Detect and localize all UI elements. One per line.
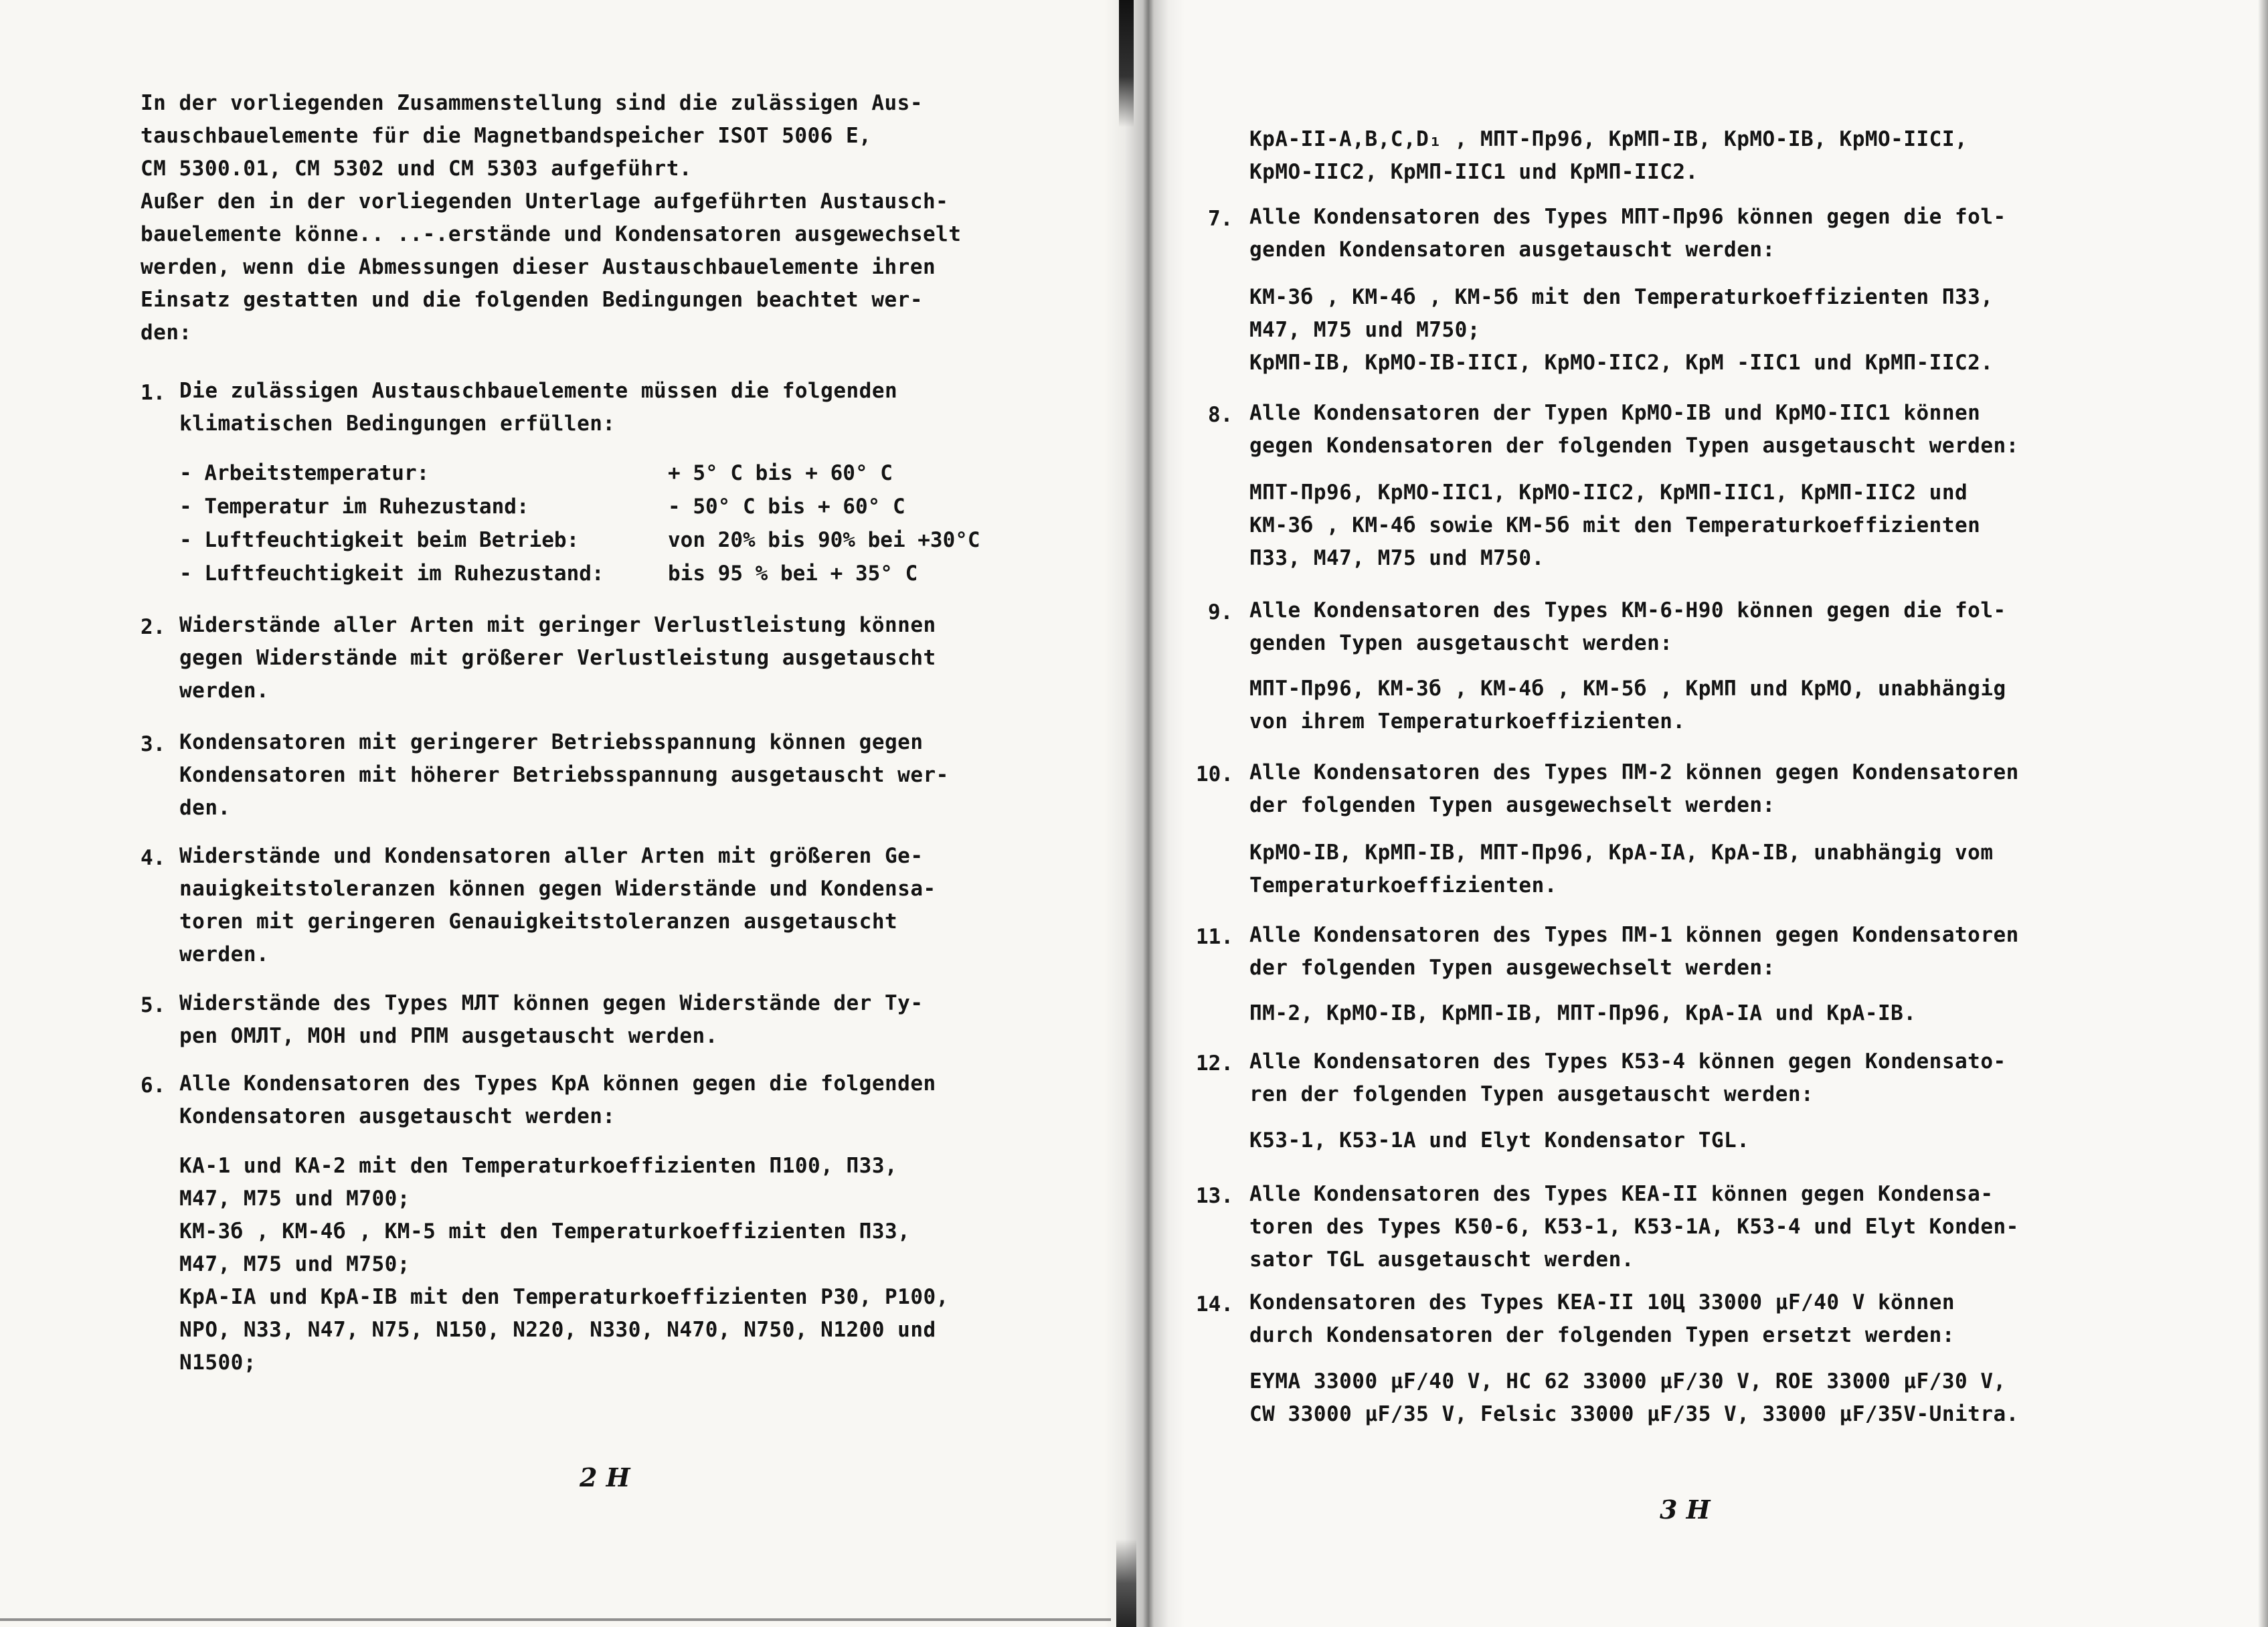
item-10-text-line: Alle Kondensatoren des Types ПM-2 können gegen Kondensatoren xyxy=(1249,760,2019,784)
climate-condition-row xyxy=(179,558,918,590)
item-12-detail xyxy=(1249,1124,1749,1157)
item-6-continuation xyxy=(1249,123,1968,189)
item-7-detail xyxy=(1249,281,1994,379)
item-6-detail-line: M47, M75 und M700; xyxy=(179,1187,410,1211)
gutter-dark-bottom xyxy=(1116,1539,1136,1627)
item-number: 11. xyxy=(1196,925,1233,949)
item-1-text-line: Die zulässigen Austauschbauelemente müssen die folgenden xyxy=(179,379,898,403)
item-12-text-line: ren der folgenden Typen ausgetauscht werden: xyxy=(1249,1082,1814,1106)
item-6-detail-line: KpA-IA und KpA-IB mit den Temperaturkoeffizienten P30, P100, xyxy=(179,1285,949,1309)
item-10-text xyxy=(1249,756,2019,822)
item-11-detail-line: ПM-2, KpMO-IB, KpMП-IB, MПT-Пp96, KpA-IA und KpA-IB. xyxy=(1249,1001,1917,1025)
item-6-detail xyxy=(179,1150,949,1379)
condition-value: bis 95 % bei + 35° C xyxy=(668,562,918,586)
item-9-text-line: genden Typen ausgetauscht werden: xyxy=(1249,631,1673,655)
item-12-text xyxy=(1249,1045,2006,1111)
item-3-text-line: Kondensatoren mit höherer Betriebsspannung ausgetauscht wer- xyxy=(179,763,949,787)
item-1-text xyxy=(179,375,897,440)
item-number: 9. xyxy=(1208,600,1233,624)
book-gutter-shadow xyxy=(1104,0,1185,1627)
page-number: 2 H xyxy=(580,1462,630,1492)
page-number: 3 H xyxy=(1660,1494,1711,1525)
item-number: 8. xyxy=(1208,403,1233,427)
item-6-detail-line: KM-3б , KM-4б , KM-5 mit den Temperaturkoeffizienten П33, xyxy=(179,1219,911,1244)
condition-label: - Luftfeuchtigkeit im Ruhezustand: xyxy=(179,562,604,586)
item-2-text-line: Widerstände aller Arten mit geringer Verlustleistung können xyxy=(179,613,936,637)
item-4-text-line: Widerstände und Kondensatoren aller Arten mit größeren Ge- xyxy=(179,844,924,868)
intro-paragraph-line: In der vorliegenden Zusammenstellung sind die zulässigen Aus- xyxy=(141,91,923,115)
item-5-text-line: Widerstände des Types MЛT können gegen Widerstände der Ty- xyxy=(179,991,924,1015)
item-number: 7. xyxy=(1208,207,1233,231)
condition-label: - Temperatur im Ruhezustand: xyxy=(179,495,529,519)
item-13-text-line: sator TGL ausgetauscht werden. xyxy=(1249,1248,1634,1272)
item-13-text-line: Alle Kondensatoren des Types KEA-II können gegen Kondensa- xyxy=(1249,1182,1994,1206)
climate-condition-row xyxy=(179,457,893,490)
item-number: 4. xyxy=(141,846,166,870)
item-number: 12. xyxy=(1196,1051,1233,1076)
item-7-text xyxy=(1249,201,2006,266)
item-6-text-line: Kondensatoren ausgetauscht werden: xyxy=(179,1104,616,1128)
right-edge-shadow xyxy=(2258,0,2268,1627)
item-9-detail xyxy=(1249,673,2006,738)
item-9-detail-line: MПT-Пp96, KM-3б , KM-4б , KM-5б , KpMП und KpMO, unabhängig xyxy=(1249,677,2006,701)
item-5-text xyxy=(179,987,924,1053)
item-9-text-line: Alle Kondensatoren des Types KM-6-H90 können gegen die fol- xyxy=(1249,598,2006,622)
intro-paragraph-line: Einsatz gestatten und die folgenden Bedingungen beachtet wer- xyxy=(141,288,923,312)
condition-value: von 20% bis 90% bei +30°C xyxy=(668,528,980,552)
item-7-text-line: Alle Kondensatoren des Types MПT-Пp96 können gegen die fol- xyxy=(1249,205,2006,229)
climate-condition-row xyxy=(179,524,980,557)
item-number: 10. xyxy=(1196,762,1233,786)
item-3-text-line: Kondensatoren mit geringerer Betriebsspannung können gegen xyxy=(179,730,924,754)
item-number: 5. xyxy=(141,993,166,1017)
item-1-text-line: klimatischen Bedingungen erfüllen: xyxy=(179,412,616,436)
item-6-detail-line: M47, M75 und M750; xyxy=(179,1252,410,1276)
item-14-text-line: durch Kondensatoren der folgenden Typen ersetzt werden: xyxy=(1249,1323,1955,1347)
item-13-text-line: toren des Types K50-6, K53-1, K53-1A, K53-4 und Elyt Konden- xyxy=(1249,1215,2019,1239)
item-6-continuation-line: KpMO-IIC2, KpMП-IIC1 und KpMП-IIC2. xyxy=(1249,160,1698,184)
condition-label: - Arbeitstemperatur: xyxy=(179,461,430,485)
item-8-detail-line: П33, M47, M75 und M750. xyxy=(1249,546,1545,570)
item-14-text-line: Kondensatoren des Types KEA-II 10Ц 33000 µF/40 V können xyxy=(1249,1290,1955,1314)
item-6-text xyxy=(179,1067,936,1133)
item-6-continuation-line: KpA-II-A,B,C,D₁ , MПT-Пp96, KpMП-IB, KpMO-IB, KpMO-IICI, xyxy=(1249,127,1968,151)
item-4-text-line: nauigkeitstoleranzen können gegen Widerstände und Kondensa- xyxy=(179,877,936,901)
item-number: 1. xyxy=(141,381,166,405)
item-11-text-line: Alle Kondensatoren des Types ПM-1 können gegen Kondensatoren xyxy=(1249,923,2019,947)
item-number: 3. xyxy=(141,732,166,756)
item-6-text-line: Alle Kondensatoren des Types KpA können gegen die folgenden xyxy=(179,1072,936,1096)
intro-paragraph-line: Außer den in der vorliegenden Unterlage aufgeführten Austausch- xyxy=(141,189,949,213)
condition-value: - 50° C bis + 60° C xyxy=(668,495,905,519)
item-14-detail-line: EYMA 33000 µF/40 V, HC 62 33000 µF/30 V, ROE 33000 µF/30 V, xyxy=(1249,1369,2006,1393)
item-number: 14. xyxy=(1196,1292,1233,1316)
item-8-text xyxy=(1249,397,2019,462)
item-11-detail xyxy=(1249,997,1917,1030)
item-14-detail-line: CW 33000 µF/35 V, Felsic 33000 µF/35 V, 33000 µF/35V-Unitra. xyxy=(1249,1402,2019,1426)
item-10-detail xyxy=(1249,837,1994,902)
item-6-detail-line: NPO, N33, N47, N75, N150, N220, N330, N470, N750, N1200 und xyxy=(179,1318,936,1342)
item-number: 6. xyxy=(141,1074,166,1098)
item-11-text-line: der folgenden Typen ausgewechselt werden: xyxy=(1249,956,1775,980)
item-8-text-line: Alle Kondensatoren der Typen KpMO-IB und KpMO-IIC1 können xyxy=(1249,401,1981,425)
item-2-text xyxy=(179,609,936,707)
intro-paragraph-line: bauelemente könne.. ..-.erstände und Kondensatoren ausgewechselt xyxy=(141,222,962,246)
item-number: 13. xyxy=(1196,1184,1233,1208)
item-7-detail-line: M47, M75 und M750; xyxy=(1249,318,1480,342)
item-10-text-line: der folgenden Typen ausgewechselt werden: xyxy=(1249,793,1775,817)
item-7-detail-line: KpMП-IB, KpMO-IB-IICI, KpMO-IIC2, KpM -IIC1 und KpMП-IIC2. xyxy=(1249,351,1994,375)
item-7-detail-line: KM-3б , KM-4б , KM-5б mit den Temperaturkoeffizienten П33, xyxy=(1249,285,1994,309)
item-14-detail xyxy=(1249,1365,2019,1431)
item-12-text-line: Alle Kondensatoren des Types K53-4 können gegen Kondensato- xyxy=(1249,1049,2006,1074)
item-14-text xyxy=(1249,1286,1955,1352)
item-3-text xyxy=(179,726,949,825)
intro-paragraph-line: den: xyxy=(141,321,192,345)
item-11-text xyxy=(1249,919,2019,984)
gutter-dark-top xyxy=(1119,0,1134,127)
item-12-detail-line: K53-1, K53-1A und Elyt Kondensator TGL. xyxy=(1249,1128,1750,1152)
item-4-text-line: toren mit geringeren Genauigkeitstoleranzen ausgetauscht xyxy=(179,910,898,934)
item-13-text xyxy=(1249,1178,2019,1276)
scan-edge-line xyxy=(0,1618,1111,1621)
intro-paragraph-line: werden, wenn die Abmessungen dieser Austauschbauelemente ihren xyxy=(141,255,936,279)
item-8-detail-line: MПT-Пp96, KpMO-IIC1, KpMO-IIC2, KpMП-IIC1, KpMП-IIC2 und xyxy=(1249,481,1968,505)
condition-label: - Luftfeuchtigkeit beim Betrieb: xyxy=(179,528,580,552)
item-4-text xyxy=(179,840,936,971)
intro-paragraph xyxy=(141,87,961,349)
climate-condition-row xyxy=(179,491,905,523)
item-6-detail-line: KA-1 und KA-2 mit den Temperaturkoeffizienten П100, П33, xyxy=(179,1154,898,1178)
item-2-text-line: gegen Widerstände mit größerer Verlustleistung ausgetauscht xyxy=(179,646,936,670)
intro-paragraph-line: CM 5300.01, CM 5302 und CM 5303 aufgeführt. xyxy=(141,157,693,181)
item-9-detail-line: von ihrem Temperaturkoeffizienten. xyxy=(1249,709,1686,734)
item-7-text-line: genden Kondensatoren ausgetauscht werden: xyxy=(1249,238,1775,262)
item-8-detail xyxy=(1249,477,1980,575)
item-10-detail-line: KpMO-IB, KpMП-IB, MПT-Пp96, KpA-IA, KpA-IB, unabhängig vom xyxy=(1249,841,1994,865)
item-2-text-line: werden. xyxy=(179,679,270,703)
item-8-text-line: gegen Kondensatoren der folgenden Typen ausgetauscht werden: xyxy=(1249,434,2019,458)
item-9-text xyxy=(1249,594,2006,660)
item-4-text-line: werden. xyxy=(179,942,270,966)
item-10-detail-line: Temperaturkoeffizienten. xyxy=(1249,873,1557,897)
condition-value: + 5° C bis + 60° C xyxy=(668,461,893,485)
item-8-detail-line: KM-3б , KM-4б sowie KM-5б mit den Temperaturkoeffizienten xyxy=(1249,513,1981,537)
item-3-text-line: den. xyxy=(179,796,231,820)
item-6-detail-line: N1500; xyxy=(179,1351,256,1375)
item-5-text-line: pen OMЛT, MOH und PПM ausgetauscht werden. xyxy=(179,1024,718,1048)
item-number: 2. xyxy=(141,615,166,639)
intro-paragraph-line: tauschbauelemente für die Magnetbandspeicher ISOT 5006 E, xyxy=(141,124,872,148)
